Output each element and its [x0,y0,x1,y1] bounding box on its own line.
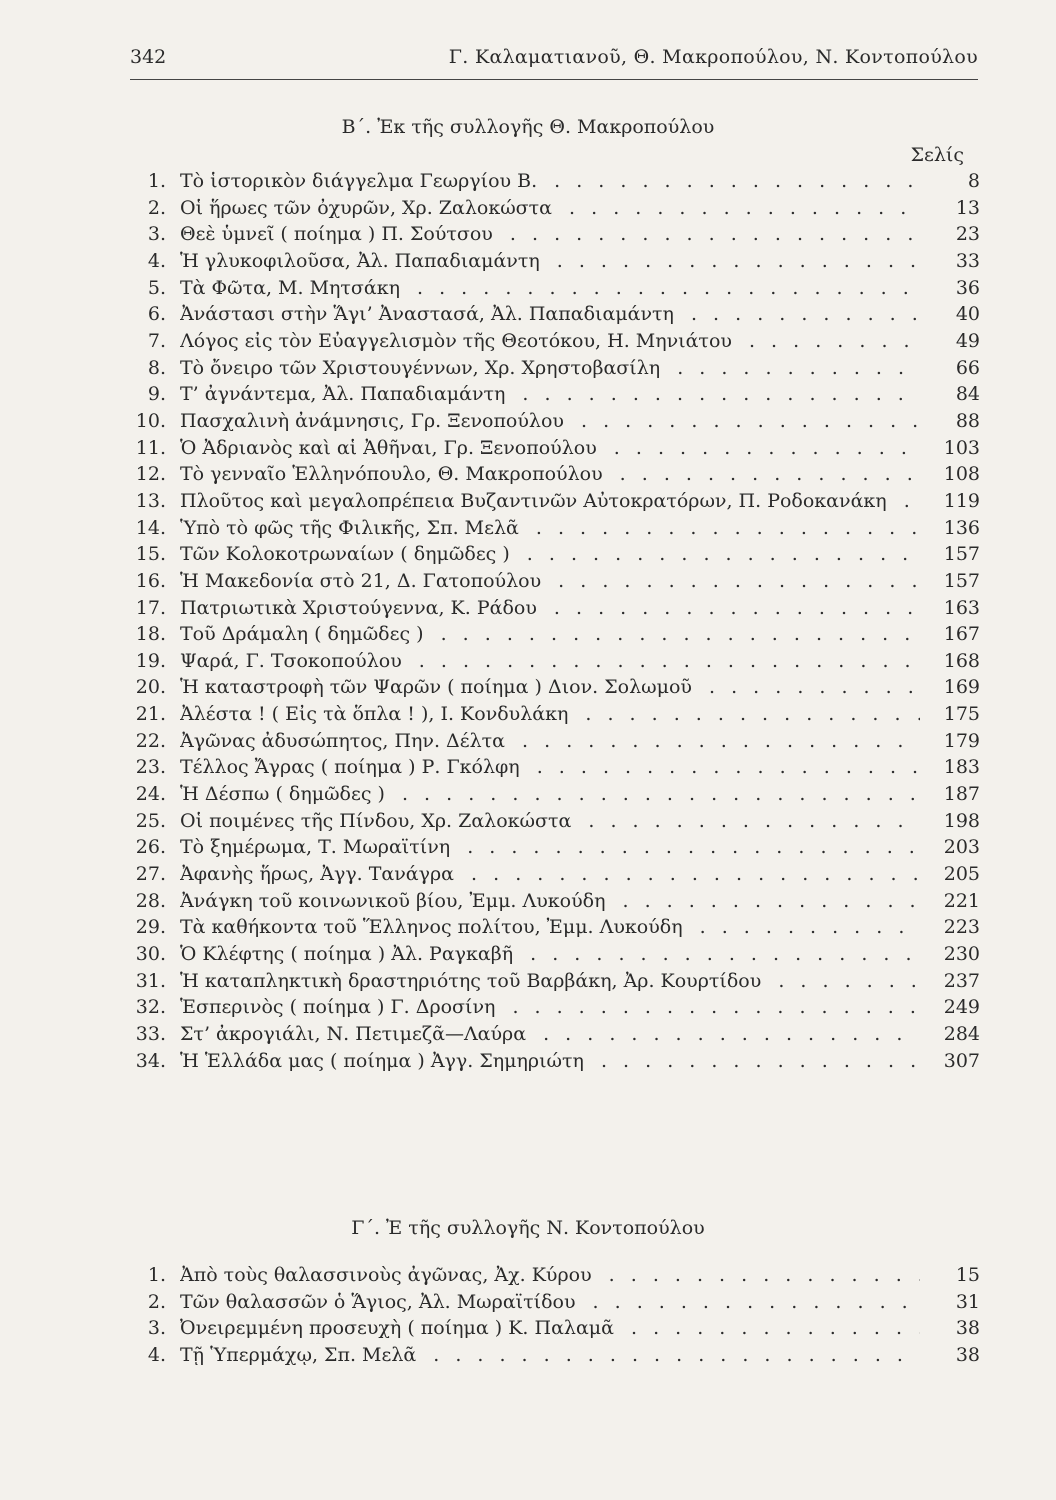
entry-title-leader [180,621,920,648]
entry-page: 36 [955,276,980,299]
entry-page: 157 [943,569,980,592]
entry-title: Τὰ καθήκοντα τοῦ Ἕλληνος πολίτου, Ἐμμ. Λυκούδη [180,916,689,938]
entry-page: 49 [955,329,980,352]
entry-number: 3. [147,1317,166,1340]
entry-number: 3. [147,223,166,246]
entry-title-leader [180,674,920,701]
toc-entry [130,301,980,328]
entry-page: 198 [943,809,980,832]
entry-title: Τέλλος Ἄγρας ( ποίημα ) Ρ. Γκόλφη [180,756,526,778]
entry-number: 13. [135,489,166,512]
entry-title-leader [180,168,920,195]
entry-title-leader [180,1021,920,1048]
entry-page: 66 [955,356,980,379]
entry-title: Ἡ Δέσπω ( δημῶδες ) [180,783,391,805]
section-c-title: Γ΄. Ἐ τῆς συλλογῆς Ν. Κοντοπούλου [351,1217,705,1239]
entry-number: 5. [147,276,166,299]
entry-number: 14. [135,516,166,539]
entry-number: 26. [135,836,166,859]
entry-number: 23. [135,756,166,779]
entry-title: Θεὲ ὑμνεῖ ( ποίημα ) Π. Σούτσου [180,223,499,245]
toc-entry [130,834,980,861]
entry-number: 9. [147,383,166,406]
entry-number: 12. [135,463,166,486]
entry-title-leader [180,248,920,275]
section-c-toc [130,1262,980,1369]
entry-title-leader [180,568,920,595]
entry-page: 84 [955,383,980,406]
section-b-toc [130,168,980,1074]
entry-number: 33. [135,1023,166,1045]
entry-page: 179 [943,729,980,752]
entry-title: Πλοῦτος καὶ μεγαλοπρέπεια Βυζαντινῶν Αὐτοκρατόρων, Π. Ροδοκανάκη [180,490,893,512]
entry-title-leader [180,728,920,755]
entry-title-leader [180,195,920,222]
entry-number: 4. [147,249,166,272]
toc-entry [130,808,980,835]
entry-page: 88 [955,409,980,432]
entry-title-leader [180,754,920,781]
toc-entry [130,328,980,355]
toc-entry [130,728,980,755]
entry-title: Τὸ ξημέρωμα, Τ. Μωραϊτίνη [180,836,456,858]
entry-page: 167 [943,623,980,646]
entry-number: 16. [135,569,166,592]
entry-title: Τῶν Κολοκοτρωναίων ( δημῶδες ) [180,543,516,565]
entry-title: Ἡ Ἑλλάδα μας ( ποίημα ) Ἀγγ. Σημηριώτη [180,1050,590,1072]
toc-entry [130,461,980,488]
entry-title: Ὁ Κλέφτης ( ποίημα ) Ἀλ. Ραγκαβῆ [180,943,519,965]
toc-entry [130,781,980,808]
entry-title-leader [180,701,920,728]
entry-title-leader [180,968,920,995]
entry-title-leader [180,541,920,568]
toc-entry [130,355,980,382]
entry-title-leader [180,648,920,675]
entry-number: 7. [147,329,166,352]
entry-title: Οἱ ποιμένες τῆς Πίνδου, Χρ. Ζαλοκώστα [180,810,577,832]
entry-number: 21. [135,703,166,726]
entry-number: 31. [135,969,166,992]
entry-number: 28. [135,889,166,912]
entry-title: Ἡ καταπληκτικὴ δραστηριότης τοῦ Βαρβάκη, Ἀρ. Κουρτίδου [180,970,767,992]
toc-entry [130,621,980,648]
toc-entry [130,1289,980,1316]
entry-title-leader [180,1342,920,1369]
entry-number: 2. [147,196,166,219]
entry-title: Λόγος εἰς τὸν Εὐαγγελισμὸν τῆς Θεοτόκου, Η. Μηνιάτου [180,330,738,352]
entry-page: 237 [943,969,980,992]
entry-title-leader [180,808,920,835]
entry-title-leader [180,1262,920,1289]
toc-entry [130,674,980,701]
toc-entry [130,195,980,222]
entry-page: 119 [943,489,980,512]
toc-entry [130,968,980,995]
entry-number: 32. [135,996,166,1019]
entry-number: 18. [135,623,166,646]
page-header [130,46,978,74]
entry-title-leader [180,381,920,408]
page-column-label: Σελίς [910,144,964,166]
entry-title-leader [180,834,920,861]
toc-entry [130,941,980,968]
toc-entry [130,994,980,1021]
toc-entry [130,541,980,568]
toc-entry [130,888,980,915]
entry-title-leader [180,1289,920,1316]
entry-page: 13 [955,196,980,219]
entry-page: 187 [943,783,980,806]
entry-page: 157 [943,543,980,566]
entry-page: 108 [943,463,980,486]
entry-title-leader [180,1048,920,1075]
entry-page: 31 [955,1290,980,1313]
entry-title: Οἱ ἥρωες τῶν ὀχυρῶν, Χρ. Ζαλοκώστα [180,197,558,219]
entry-page: 223 [943,916,980,939]
entry-title: Τῇ Ὑπερμάχῳ, Σπ. Μελᾶ [180,1344,422,1366]
section-b-title: Β΄. Ἐκ τῆς συλλογῆς Θ. Μακροπούλου [341,116,715,138]
entry-title: Ἡ Μακεδονία στὸ 21, Δ. Γατοπούλου [180,570,547,592]
entry-number: 15. [135,543,166,566]
entry-title-leader [180,221,920,248]
entry-title: Ἀγῶνας ἀδυσώπητος, Πην. Δέλτα [180,730,511,752]
entry-page: 205 [943,863,980,886]
entry-title-leader [180,888,920,915]
toc-entry [130,488,980,515]
entry-page: 40 [955,303,980,326]
entry-number: 8. [147,356,166,379]
entry-page: 163 [943,596,980,619]
entry-title-leader [180,941,920,968]
entry-page: 183 [943,756,980,779]
entry-title: Ἀλέστα ! ( Εἰς τὰ ὅπλα ! ), Ι. Κονδυλάκη [180,703,574,725]
toc-entry [130,701,980,728]
entry-title: Ἡ γλυκοφιλοῦσα, Ἀλ. Παπαδιαμάντη [180,250,546,272]
toc-entry [130,435,980,462]
entry-number: 6. [147,303,166,326]
entry-number: 4. [147,1343,166,1366]
entry-page: 175 [943,703,980,726]
toc-entry [130,861,980,888]
entry-title: Τῶν θαλασσῶν ὁ Ἅγιος, Ἀλ. Μωραϊτίδου [180,1291,582,1313]
entry-number: 22. [135,729,166,752]
toc-entry [130,754,980,781]
toc-entry [130,568,980,595]
entry-page: 38 [955,1317,980,1340]
entry-number: 29. [135,916,166,939]
entry-title-leader [180,355,920,382]
entry-title-leader [180,328,920,355]
entry-title: Ἀπὸ τοὺς θαλασσινοὺς ἀγῶνας, Ἀχ. Κύρου [180,1264,598,1286]
entry-page: 169 [943,676,980,699]
entry-page: 103 [943,436,980,459]
toc-entry [130,408,980,435]
entry-page: 15 [955,1264,980,1286]
entry-title: Ἀνάγκη τοῦ κοινωνικοῦ βίου, Ἐμμ. Λυκούδη [180,890,611,912]
entry-title-leader [180,1315,920,1342]
entry-title: Ἀνάστασι στὴν Ἅγι’ Ἀναστασά, Ἀλ. Παπαδιαμάντη [180,303,680,325]
toc-entry [130,648,980,675]
entry-page: 23 [955,223,980,246]
entry-title-leader [180,914,920,941]
entry-number: 11. [135,436,166,459]
entry-number: 34. [135,1049,166,1072]
entry-number: 2. [147,1290,166,1313]
entry-number: 1. [147,170,166,192]
entry-title: Τὸ ἱστορικὸν διάγγελμα Γεωργίου Β. [180,170,543,192]
entry-number: 10. [135,409,166,432]
entry-title-leader [180,861,920,888]
entry-page: 8 [967,170,980,192]
entry-number: 19. [135,649,166,672]
toc-entry [130,595,980,622]
entry-title: Πασχαλινὴ ἀνάμνησις, Γρ. Ξενοπούλου [180,410,570,432]
toc-entry [130,1342,980,1369]
entry-title-leader [180,994,920,1021]
entry-title: Τὸ γενναῖο Ἑλληνόπουλο, Θ. Μακροπούλου [180,463,609,485]
entry-number: 27. [135,863,166,886]
toc-entry [130,381,980,408]
entry-page: 168 [943,649,980,672]
entry-title: Ὁ Ἀδριανὸς καὶ αἱ Ἀθῆναι, Γρ. Ξενοπούλου [180,437,603,459]
entry-page: 38 [955,1343,980,1366]
entry-page: 221 [943,889,980,912]
toc-entry [130,1021,980,1048]
entry-title: Ἡ καταστροφὴ τῶν Ψαρῶν ( ποίημα ) Διον. Σολωμοῦ [180,676,698,698]
entry-title-leader [180,781,920,808]
entry-title: Ἀφανὴς ἥρως, Ἀγγ. Τανάγρα [180,863,460,885]
entry-title: Τ’ ἀγνάντεμα, Ἀλ. Παπαδιαμάντη [180,383,511,405]
entry-title-leader [180,275,920,302]
entry-title-leader [180,515,920,542]
entry-title: Τοῦ Δράμαλη ( δημῶδες ) [180,623,430,645]
entry-page: 203 [943,836,980,859]
entry-title-leader [180,301,920,328]
running-title: Γ. Καλαματιανοῦ, Θ. Μακροπούλου, Ν. Κοντοπούλου [448,46,978,68]
entry-page: 249 [943,996,980,1019]
toc-entry [130,168,980,195]
entry-number: 17. [135,596,166,619]
entry-page: 33 [955,249,980,272]
toc-entry [130,1315,980,1342]
entry-page: 307 [943,1049,980,1072]
entry-title: Ἑσπερινὸς ( ποίημα ) Γ. Δροσίνη [180,996,501,1018]
entry-title: Τὰ Φῶτα, Μ. Μητσάκη [180,277,406,299]
entry-title: Τὸ ὄνειρο τῶν Χριστουγέννων, Χρ. Χρηστοβασίλη [180,357,666,379]
entry-title: Ψαρά, Γ. Τσοκοπούλου [180,650,408,672]
entry-title: Πατριωτικὰ Χριστούγεννα, Κ. Ράδου [180,597,543,619]
entry-title: Ὑπὸ τὸ φῶς τῆς Φιλικῆς, Σπ. Μελᾶ [180,517,525,539]
entry-title: Στ’ ἀκρογιάλι, Ν. Πετιμεζᾶ—Λαύρα [180,1023,532,1045]
entry-number: 20. [135,676,166,699]
entry-page: 136 [943,516,980,539]
page-number: 342 [130,46,167,68]
entry-number: 25. [135,809,166,832]
toc-entry [130,1262,980,1289]
toc-entry [130,515,980,542]
entry-title-leader [180,435,920,462]
entry-title-leader [180,488,920,515]
header-rule [130,79,978,80]
toc-entry [130,275,980,302]
entry-title-leader [180,408,920,435]
entry-title: Ὀνειρεμμένη προσευχὴ ( ποίημα ) Κ. Παλαμᾶ [180,1317,620,1339]
toc-entry [130,248,980,275]
entry-number: 30. [135,943,166,966]
entry-title-leader [180,461,920,488]
entry-title-leader [180,595,920,622]
entry-page: 284 [943,1023,980,1045]
toc-entry [130,914,980,941]
toc-entry [130,1048,980,1075]
entry-page: 230 [943,943,980,966]
entry-number: 24. [135,783,166,806]
entry-number: 1. [147,1264,166,1286]
toc-entry [130,221,980,248]
